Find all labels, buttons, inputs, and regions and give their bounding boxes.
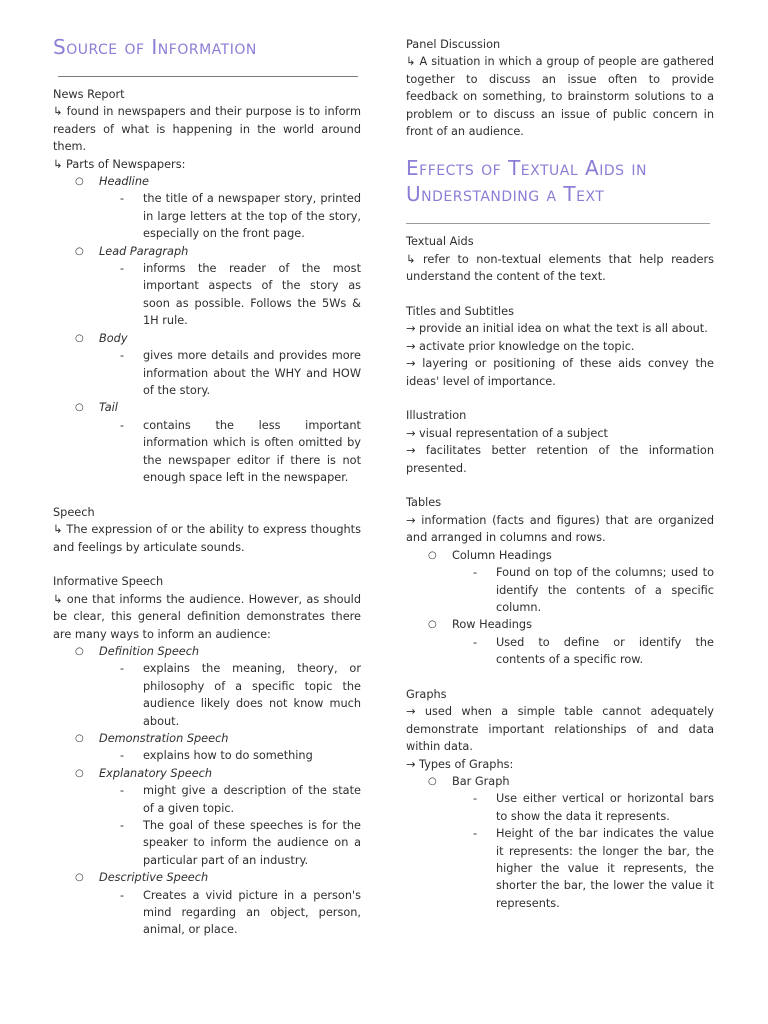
panel-discussion-section [406, 36, 714, 140]
subsection-heading: → Types of Graphs: [406, 757, 514, 771]
detail-text: explains how to do something [143, 749, 313, 763]
list-item [53, 765, 361, 782]
graphs-section [406, 686, 714, 912]
point-text: → visual representation of a subject [406, 426, 608, 440]
section-heading: Titles and Subtitles [406, 305, 515, 319]
section-heading: Speech [53, 505, 95, 519]
circle-bullet-icon: ○ [428, 775, 437, 787]
detail-text: Creates a vivid picture in a person's mind regarding an object, person, animal, or place. [143, 888, 361, 937]
detail-text: The goal of these speeches is for the speaker to inform the audience on a particular part of an industry. [143, 819, 361, 867]
detail-text: might give a description of the state of a given topic. [143, 784, 361, 815]
list-item [53, 243, 361, 260]
section-heading: News Report [53, 88, 125, 101]
section-title: Effects of Textual Aids in Understanding a Text [406, 156, 647, 207]
detail-text: Found on top of the columns; used to identify the contents of a specific column. [496, 566, 714, 614]
circle-bullet-icon: ○ [75, 767, 84, 779]
detail-item [53, 887, 361, 939]
dash-bullet-icon: - [120, 192, 125, 206]
item-label: Body [99, 331, 128, 345]
dash-bullet-icon: - [120, 819, 125, 833]
dash-bullet-icon: - [473, 566, 478, 580]
circle-bullet-icon: ○ [428, 619, 437, 631]
section-description: → information (facts and figures) that are organized and arranged in columns and rows. [406, 513, 714, 545]
detail-item [53, 417, 361, 487]
detail-text: explains the meaning, theory, or philosophy of a specific topic the audience likely does not know much about. [143, 662, 361, 728]
detail-text: Used to define or identify the contents of a specific row. [496, 635, 714, 667]
textual-aids-section [406, 233, 714, 285]
section-description: ↳ A situation in which a group of people are gathered together to discuss an issue often to provide feedback on something, to brainstorm solutions to a problem or to discuss an issue of public concern in front of an audience. [406, 55, 714, 139]
dash-bullet-icon: - [120, 662, 125, 676]
item-label: Demonstration Speech [99, 732, 229, 745]
list-item [53, 643, 361, 660]
dash-bullet-icon: - [120, 784, 125, 798]
page-title: Source of Information [53, 35, 257, 59]
dash-bullet-icon: - [473, 635, 478, 649]
detail-item [406, 790, 714, 825]
circle-bullet-icon: ○ [75, 245, 84, 257]
detail-item [53, 782, 361, 817]
circle-bullet-icon: ○ [75, 402, 84, 414]
detail-item [53, 817, 361, 869]
left-column [53, 0, 361, 939]
circle-bullet-icon: ○ [75, 645, 84, 657]
circle-bullet-icon: ○ [75, 733, 84, 744]
circle-bullet-icon: ○ [75, 872, 84, 884]
news-report-section [53, 86, 361, 486]
list-item [53, 399, 361, 416]
list-item [406, 616, 714, 633]
item-label: Explanatory Speech [99, 766, 213, 780]
illustration-section [406, 407, 714, 477]
circle-bullet-icon: ○ [75, 176, 84, 188]
detail-item [406, 564, 714, 616]
speech-section [53, 504, 361, 556]
informative-speech-section [53, 573, 361, 939]
tables-section [406, 494, 714, 668]
dash-bullet-icon: - [473, 827, 478, 841]
item-label: Row Headings [452, 618, 532, 632]
detail-item [53, 260, 361, 330]
detail-item [406, 825, 714, 912]
title-divider [58, 76, 358, 77]
section-heading: Informative Speech [53, 575, 164, 589]
item-label: Descriptive Speech [99, 871, 209, 885]
detail-item [53, 747, 361, 764]
detail-text: Use either vertical or horizontal bars to show the data it represents. [496, 792, 714, 823]
point-text: → provide an initial idea on what the text is all about. [406, 322, 708, 336]
section-description: ↳ The expression of or the ability to express thoughts and feelings by articulate sounds. [53, 523, 361, 554]
dash-bullet-icon: - [120, 349, 125, 363]
point-text: → layering or positioning of these aids convey the ideas' level of importance. [406, 357, 714, 388]
circle-bullet-icon: ○ [75, 332, 84, 344]
section-heading: Textual Aids [406, 235, 474, 249]
section-heading: Graphs [406, 687, 447, 701]
item-label: Definition Speech [99, 644, 200, 658]
detail-text: contains the less important information which is often omitted by the newspaper editor if there is not enough space left in the newspaper. [143, 418, 361, 484]
list-item [406, 773, 714, 790]
circle-bullet-icon: ○ [428, 549, 437, 561]
detail-text: informs the reader of the most important aspects of the story as soon as possible. Follows the 5Ws & 1H rule. [143, 262, 361, 328]
section-heading: Illustration [406, 409, 467, 423]
detail-item [406, 634, 714, 669]
item-label: Lead Paragraph [99, 244, 189, 258]
item-label: Column Headings [452, 548, 552, 562]
item-label: Tail [99, 401, 118, 415]
detail-text: Height of the bar indicates the value it represents: the longer the bar, the higher the value it represents, the shorter the bar, the lower the value it represents. [496, 827, 714, 910]
dash-bullet-icon: - [473, 792, 478, 806]
list-item [406, 547, 714, 564]
detail-item [53, 660, 361, 730]
list-item [53, 730, 361, 747]
list-item [53, 330, 361, 347]
subsection-heading: ↳ Parts of Newspapers: [53, 157, 186, 171]
detail-item [53, 347, 361, 399]
detail-text: the title of a newspaper story, printed in large letters at the top of the story, especially on the front page. [143, 192, 361, 241]
section-description: ↳ found in newspapers and their purpose is to inform readers of what is happening in the world around them. [53, 105, 361, 154]
detail-item [53, 190, 361, 242]
section-heading: Tables [406, 496, 442, 510]
dash-bullet-icon: - [120, 262, 125, 276]
right-column [406, 0, 714, 912]
list-item [53, 869, 361, 886]
list-item [53, 173, 361, 190]
item-label: Bar Graph [452, 774, 510, 788]
section-heading: Panel Discussion [406, 38, 501, 51]
dash-bullet-icon: - [120, 418, 125, 432]
section-description: → used when a simple table cannot adequately demonstrate important relationships of and data within data. [406, 705, 714, 754]
dash-bullet-icon: - [120, 888, 125, 902]
item-label: Headline [99, 175, 149, 189]
section-description: ↳ one that informs the audience. However, as should be clear, this general definition demonstrates there are many ways to inform an audience: [53, 592, 361, 641]
point-text: → facilitates better retention of the information presented. [406, 444, 714, 475]
titles-subtitles-section [406, 303, 714, 390]
title-divider [406, 223, 710, 224]
detail-text: gives more details and provides more information about the WHY and HOW of the story. [143, 349, 361, 397]
point-text: → activate prior knowledge on the topic. [406, 339, 635, 353]
section-description: ↳ refer to non-textual elements that help readers understand the content of the text. [406, 252, 714, 284]
dash-bullet-icon: - [120, 749, 125, 763]
